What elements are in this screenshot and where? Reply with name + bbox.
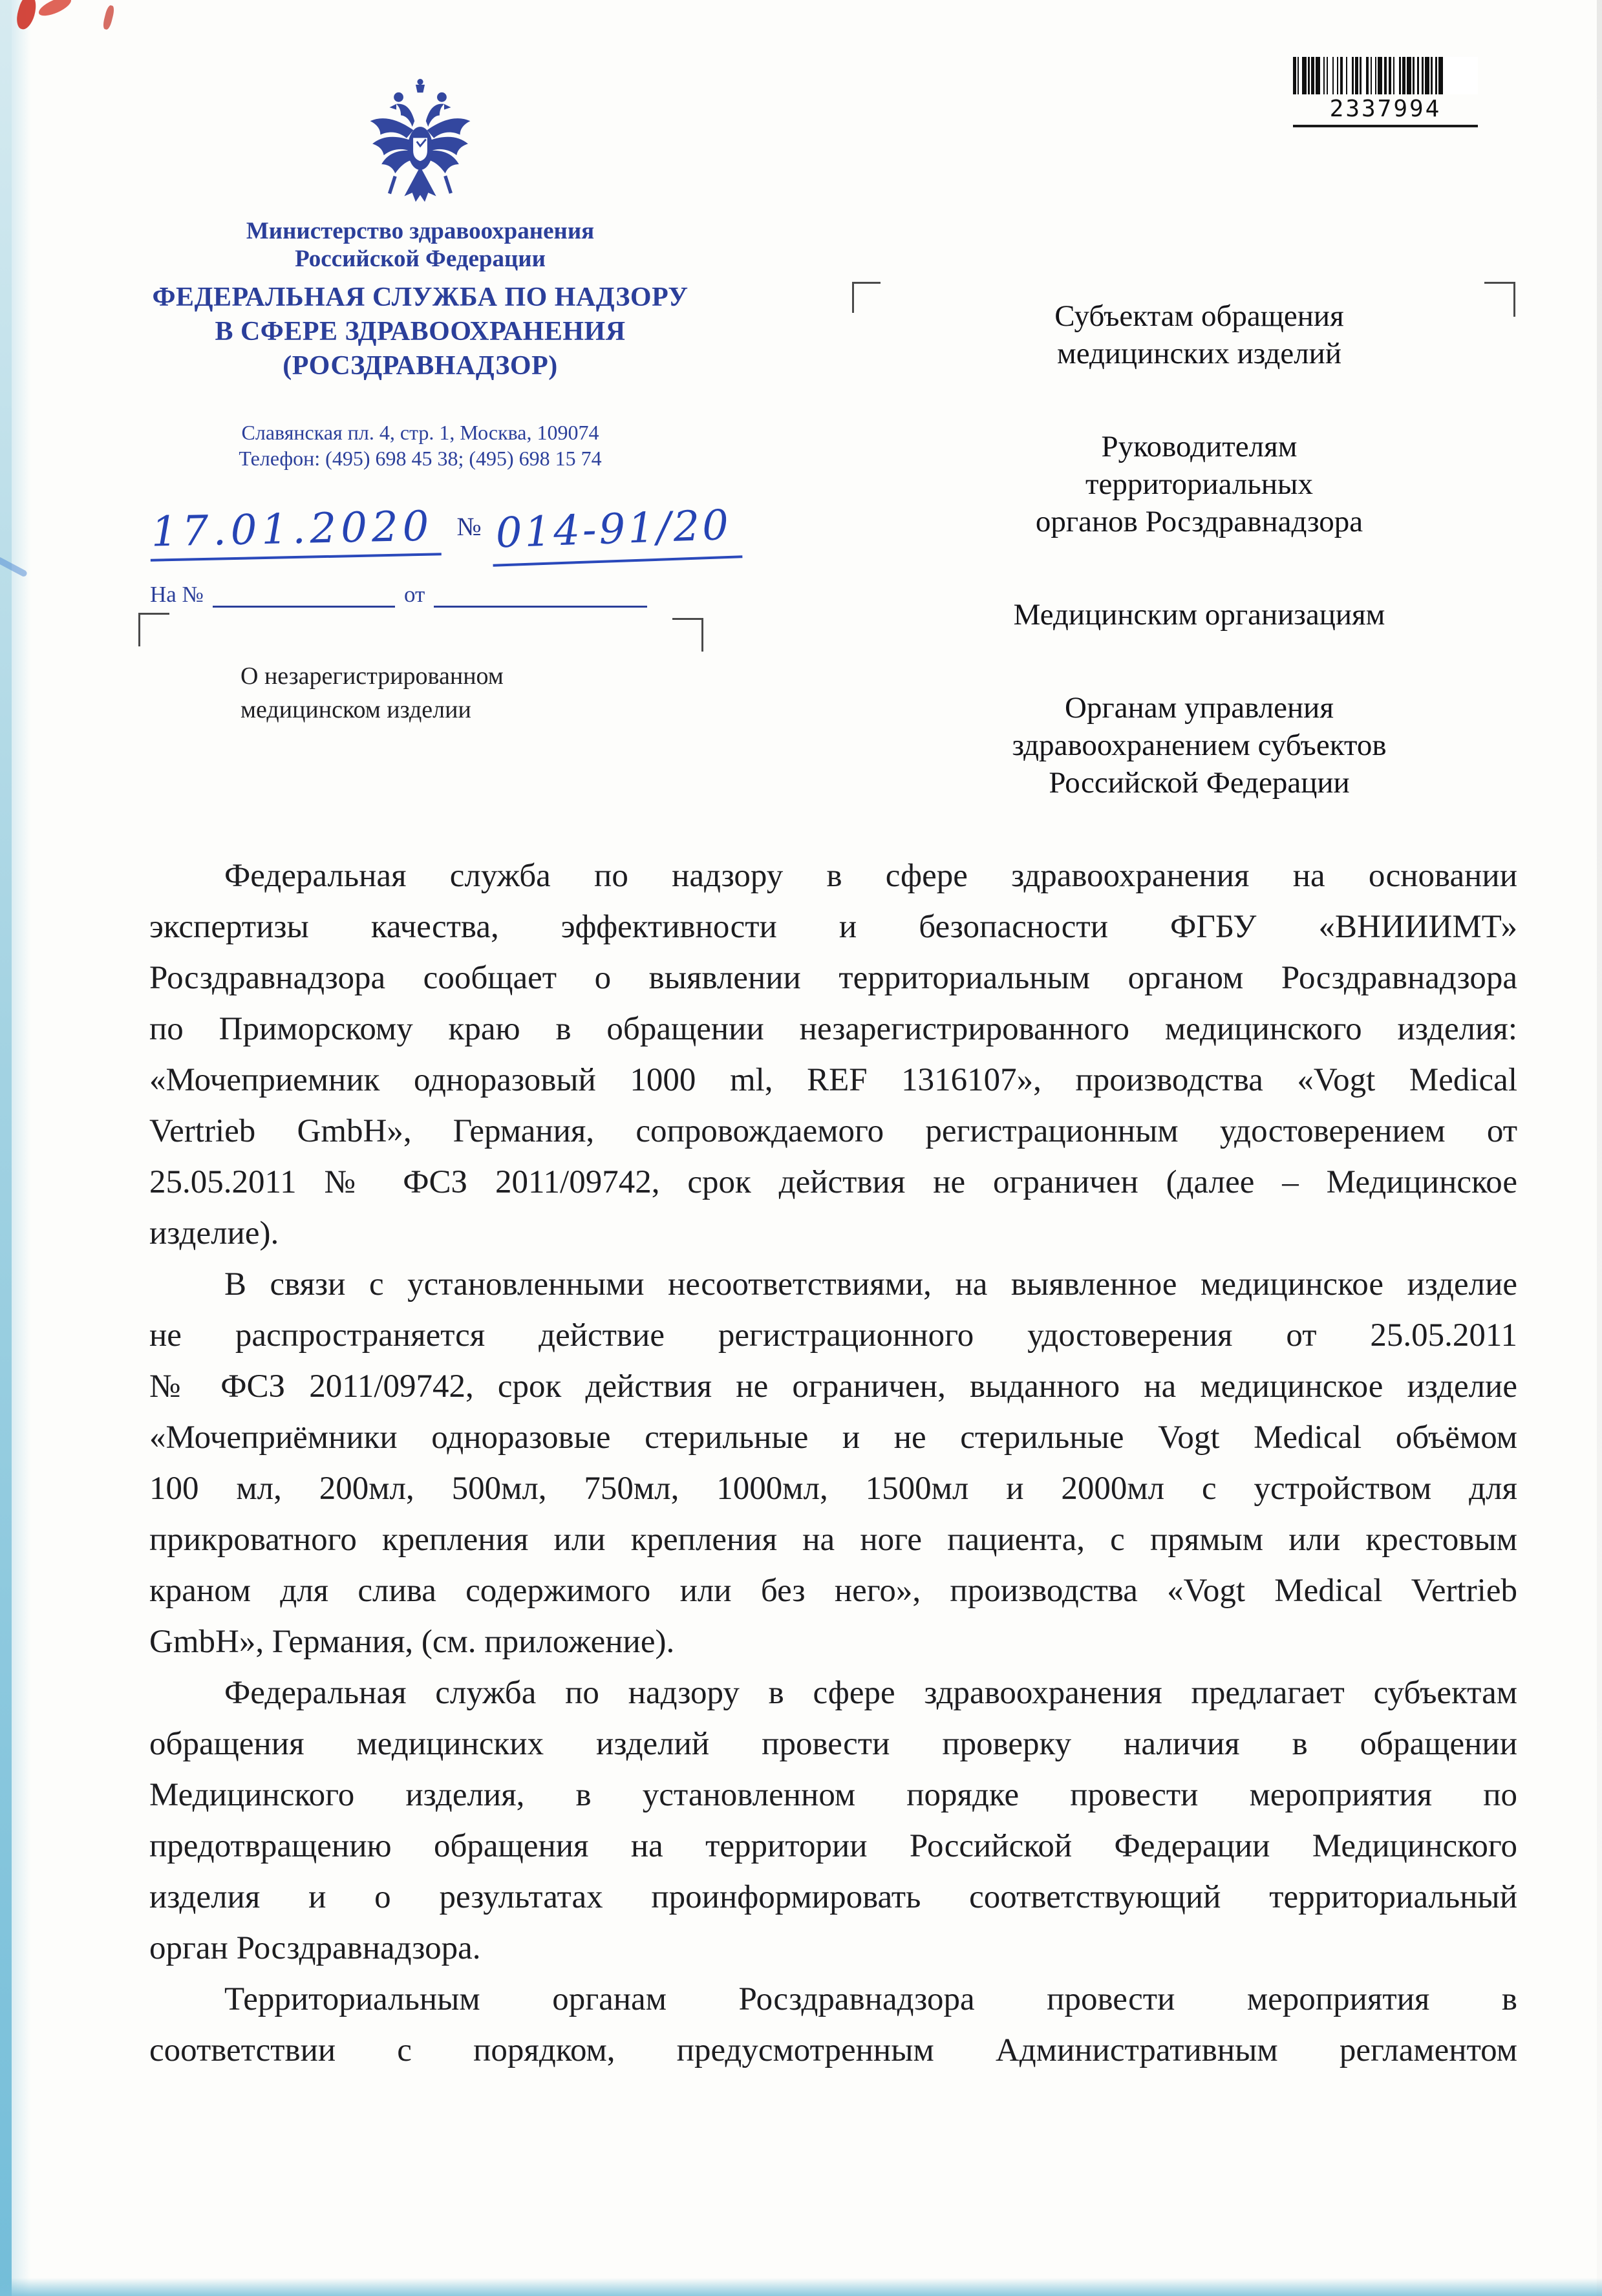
barcode bbox=[1293, 57, 1478, 127]
paragraph-line: GmbH», Германия, (см. приложение). bbox=[149, 1624, 675, 1660]
handwritten-date: 17.01.2020 bbox=[149, 502, 442, 561]
ref-label-na: На № bbox=[150, 582, 204, 607]
outgoing-reference-row bbox=[150, 501, 742, 562]
paragraph-line: прикроватного крепления или крепления на ноге пациента, с прямым или крестовым bbox=[149, 1522, 1517, 1558]
ministry-line: Российской Федерации bbox=[295, 246, 546, 272]
addressee-line: Руководителям bbox=[1101, 430, 1298, 463]
addressee-line: Субъектам обращения bbox=[1054, 299, 1344, 333]
scan-edge-left bbox=[0, 0, 12, 2296]
body-paragraphs bbox=[149, 851, 1517, 2076]
paragraph-line: Медицинского изделия, в установленном порядке провести мероприятия по bbox=[149, 1777, 1517, 1813]
ministry-name bbox=[133, 217, 708, 273]
paragraph-line: обращения медицинских изделий провести проверку наличия в обращении bbox=[149, 1726, 1517, 1762]
ministry-line: Министерство здравоохранения bbox=[246, 218, 595, 244]
paragraph-line: Vertrieb GmbH», Германия, сопровождаемого регистрационным удостоверением от bbox=[149, 1113, 1517, 1149]
paragraph-line: не распространяется действие регистрационного удостоверения от 25.05.2011 bbox=[149, 1317, 1517, 1354]
barcode-bars bbox=[1293, 57, 1478, 94]
addressee-group bbox=[866, 297, 1532, 372]
addressee-line: Органам управления bbox=[1065, 691, 1334, 725]
paragraph-line: № ФСЗ 2011/09742, срок действия не ограничен, выданного на медицинское изделие bbox=[149, 1368, 1517, 1405]
paragraph-line: Росздравнадзора сообщает о выявлении территориальным органом Росздравнадзора bbox=[149, 960, 1517, 996]
paragraph bbox=[149, 851, 1517, 1259]
paragraph-line: изделия и о результатах проинформировать соответствующий территориальный bbox=[149, 1879, 1517, 1915]
ref-blank-date bbox=[434, 584, 647, 608]
addressee-group bbox=[866, 596, 1532, 633]
ref-blank-number bbox=[213, 584, 395, 608]
paragraph-line: по Приморскому краю в обращении незарегистрированного медицинского изделия: bbox=[149, 1011, 1517, 1047]
corner-mark bbox=[138, 613, 169, 646]
scan-edge-bottom bbox=[0, 2278, 1602, 2296]
paragraph-line: предотвращению обращения на территории Российской Федерации Медицинского bbox=[149, 1828, 1517, 1864]
paragraph-line: изделие). bbox=[149, 1215, 279, 1251]
agency-contacts bbox=[133, 420, 708, 471]
addressee-line: органов Росздравнадзора bbox=[1035, 505, 1363, 538]
letter-subject bbox=[240, 659, 504, 727]
agency-line: В СФЕРЕ ЗДРАВООХРАНЕНИЯ bbox=[215, 317, 626, 346]
ref-label-ot: от bbox=[403, 582, 425, 607]
paragraph-line: краном для слива содержимого или без него», производства «Vogt Medical Vertrieb bbox=[149, 1573, 1517, 1609]
agency-name bbox=[133, 281, 708, 383]
paragraph-line: «Мочеприёмники одноразовые стерильные и не стерильные Vogt Medical объёмом bbox=[149, 1419, 1517, 1456]
subject-line: медицинском изделии bbox=[240, 696, 471, 723]
paragraph-line: 100 мл, 200мл, 500мл, 750мл, 1000мл, 1500мл и 2000мл с устройством для bbox=[149, 1471, 1517, 1507]
scan-red-mark bbox=[102, 5, 116, 30]
addressee-groups bbox=[866, 297, 1532, 857]
paragraph bbox=[149, 1668, 1517, 1974]
barcode-number: 2337994 bbox=[1293, 94, 1478, 127]
paragraph bbox=[149, 1974, 1517, 2076]
addressee-line: территориальных bbox=[1085, 467, 1314, 501]
paragraph-line: «Мочеприемник одноразовый 1000 ml, REF 1316107», производства «Vogt Medical bbox=[149, 1062, 1517, 1098]
number-sign: № bbox=[456, 512, 482, 541]
paragraph-line: орган Росздравнадзора. bbox=[149, 1930, 481, 1966]
paragraph-line: Территориальным органам Росздравнадзора провести мероприятия в bbox=[224, 1981, 1517, 2017]
subject-line: О незарегистрированном bbox=[240, 663, 504, 690]
addressee-group bbox=[866, 428, 1532, 540]
addressee-group bbox=[866, 689, 1532, 802]
agency-address: Славянская пл. 4, стр. 1, Москва, 109074 bbox=[241, 421, 599, 444]
paragraph-line: соответствии с порядком, предусмотренным Административным регламентом bbox=[149, 2032, 1517, 2068]
addressee-line: Российской Федерации bbox=[1049, 766, 1350, 800]
paragraph-line: экспертизы качества, эффективности и безопасности ФГБУ «ВНИИИМТ» bbox=[149, 909, 1517, 945]
corner-mark bbox=[672, 618, 703, 652]
scan-red-mark bbox=[36, 0, 73, 19]
coat-of-arms-emblem bbox=[363, 78, 477, 215]
addressee-line: здравоохранением субъектов bbox=[1012, 728, 1387, 762]
handwritten-number: 014-91/20 bbox=[491, 501, 742, 566]
paragraph-line: Федеральная служба по надзору в сфере здравоохранения предлагает субъектам bbox=[224, 1675, 1517, 1711]
agency-line: (РОСЗДРАВНАДЗОР) bbox=[283, 351, 558, 381]
addressee-line: медицинских изделий bbox=[1056, 337, 1341, 370]
paragraph-line: В связи с установленными несоответствиями, на выявленное медицинское изделие bbox=[224, 1266, 1517, 1302]
letterhead bbox=[133, 78, 708, 471]
paragraph-line: Федеральная служба по надзору в сфере здравоохранения на основании bbox=[224, 858, 1517, 894]
incoming-reference-row bbox=[150, 582, 656, 608]
paragraph bbox=[149, 1259, 1517, 1668]
agency-phone: Телефон: (495) 698 45 38; (495) 698 15 74 bbox=[239, 447, 602, 470]
paragraph-line: 25.05.2011 № ФСЗ 2011/09742, срок действия не ограничен (далее – Медицинское bbox=[149, 1164, 1517, 1200]
scan-edge-right bbox=[1597, 0, 1602, 2296]
agency-line: ФЕДЕРАЛЬНАЯ СЛУЖБА ПО НАДЗОРУ bbox=[152, 282, 689, 312]
scan-edge-left-fade bbox=[12, 0, 31, 2296]
addressee-line: Медицинским организациям bbox=[1013, 598, 1385, 632]
